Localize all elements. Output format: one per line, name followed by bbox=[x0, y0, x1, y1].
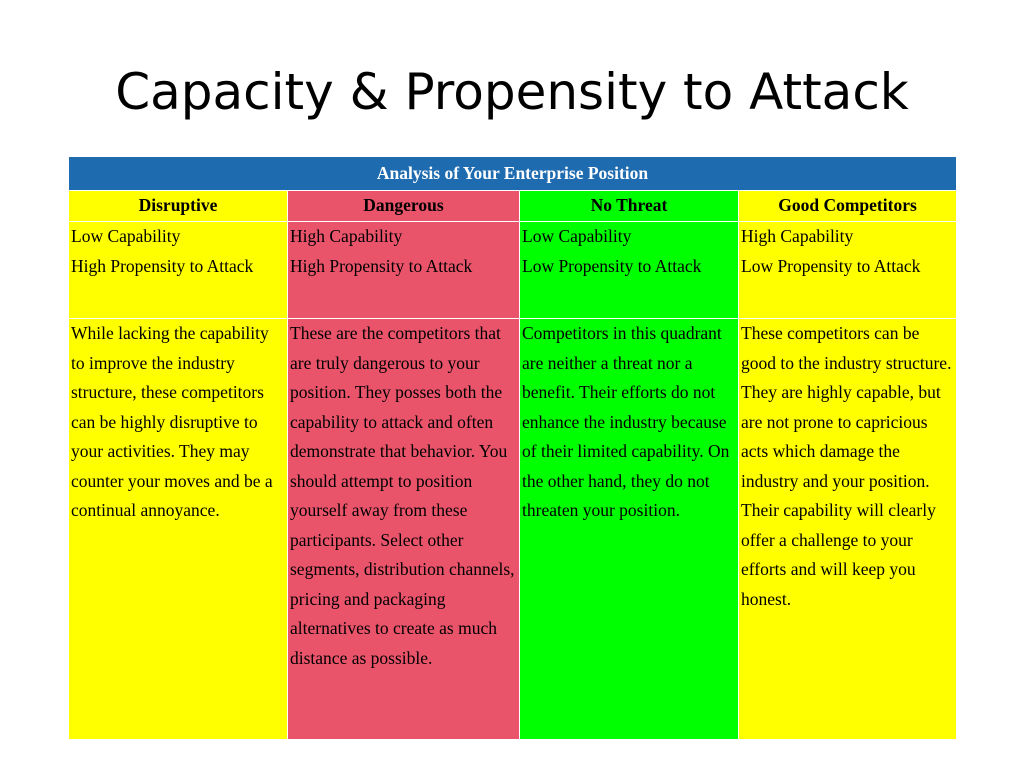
capability-dangerous bbox=[288, 222, 520, 319]
capability-level: Low Capability bbox=[522, 226, 632, 246]
capability-row bbox=[69, 222, 957, 319]
propensity-level: Low Propensity to Attack bbox=[741, 255, 921, 276]
capability-good-competitors bbox=[739, 222, 957, 319]
table-banner: Analysis of Your Enterprise Position bbox=[69, 157, 957, 191]
description-good-competitors: These competitors can be good to the industry structure. They are highly capable, but are not prone to capricious acts which damage the industry and your position. Their capability will clearly offer a challenge to your efforts and will keep you honest. bbox=[739, 319, 957, 740]
heading-disruptive: Disruptive bbox=[69, 191, 288, 222]
propensity-level: Low Propensity to Attack bbox=[522, 255, 702, 276]
heading-good-competitors: Good Competitors bbox=[739, 191, 957, 222]
table-banner-row bbox=[69, 157, 957, 191]
propensity-level: High Propensity to Attack bbox=[71, 255, 254, 276]
description-disruptive: While lacking the capability to improve the industry structure, these competitors can be highly disruptive to your activities. They may counter your moves and be a continual annoyance. bbox=[69, 319, 288, 740]
capability-level: High Capability bbox=[741, 226, 854, 246]
column-heading-row bbox=[69, 191, 957, 222]
capability-level: High Capability bbox=[290, 226, 403, 246]
enterprise-position-table bbox=[68, 156, 957, 740]
capability-no-threat bbox=[520, 222, 739, 319]
description-row bbox=[69, 319, 957, 740]
description-no-threat: Competitors in this quadrant are neither a threat nor a benefit. Their efforts do not enhance the industry because of their limited capability. On the other hand, they do not threaten your position. bbox=[520, 319, 739, 740]
slide-title: Capacity & Propensity to Attack bbox=[115, 63, 909, 121]
heading-no-threat: No Threat bbox=[520, 191, 739, 222]
capability-level: Low Capability bbox=[71, 226, 181, 246]
capability-disruptive bbox=[69, 222, 288, 319]
heading-dangerous: Dangerous bbox=[288, 191, 520, 222]
propensity-level: High Propensity to Attack bbox=[290, 255, 473, 276]
description-dangerous: These are the competitors that are truly dangerous to your position. They posses both the capability to attack and often demonstrate that behavior. You should attempt to position yourself away from these participants. Select other segments, distribution channels, pricing and packaging alternatives to create as much distance as possible. bbox=[288, 319, 520, 740]
